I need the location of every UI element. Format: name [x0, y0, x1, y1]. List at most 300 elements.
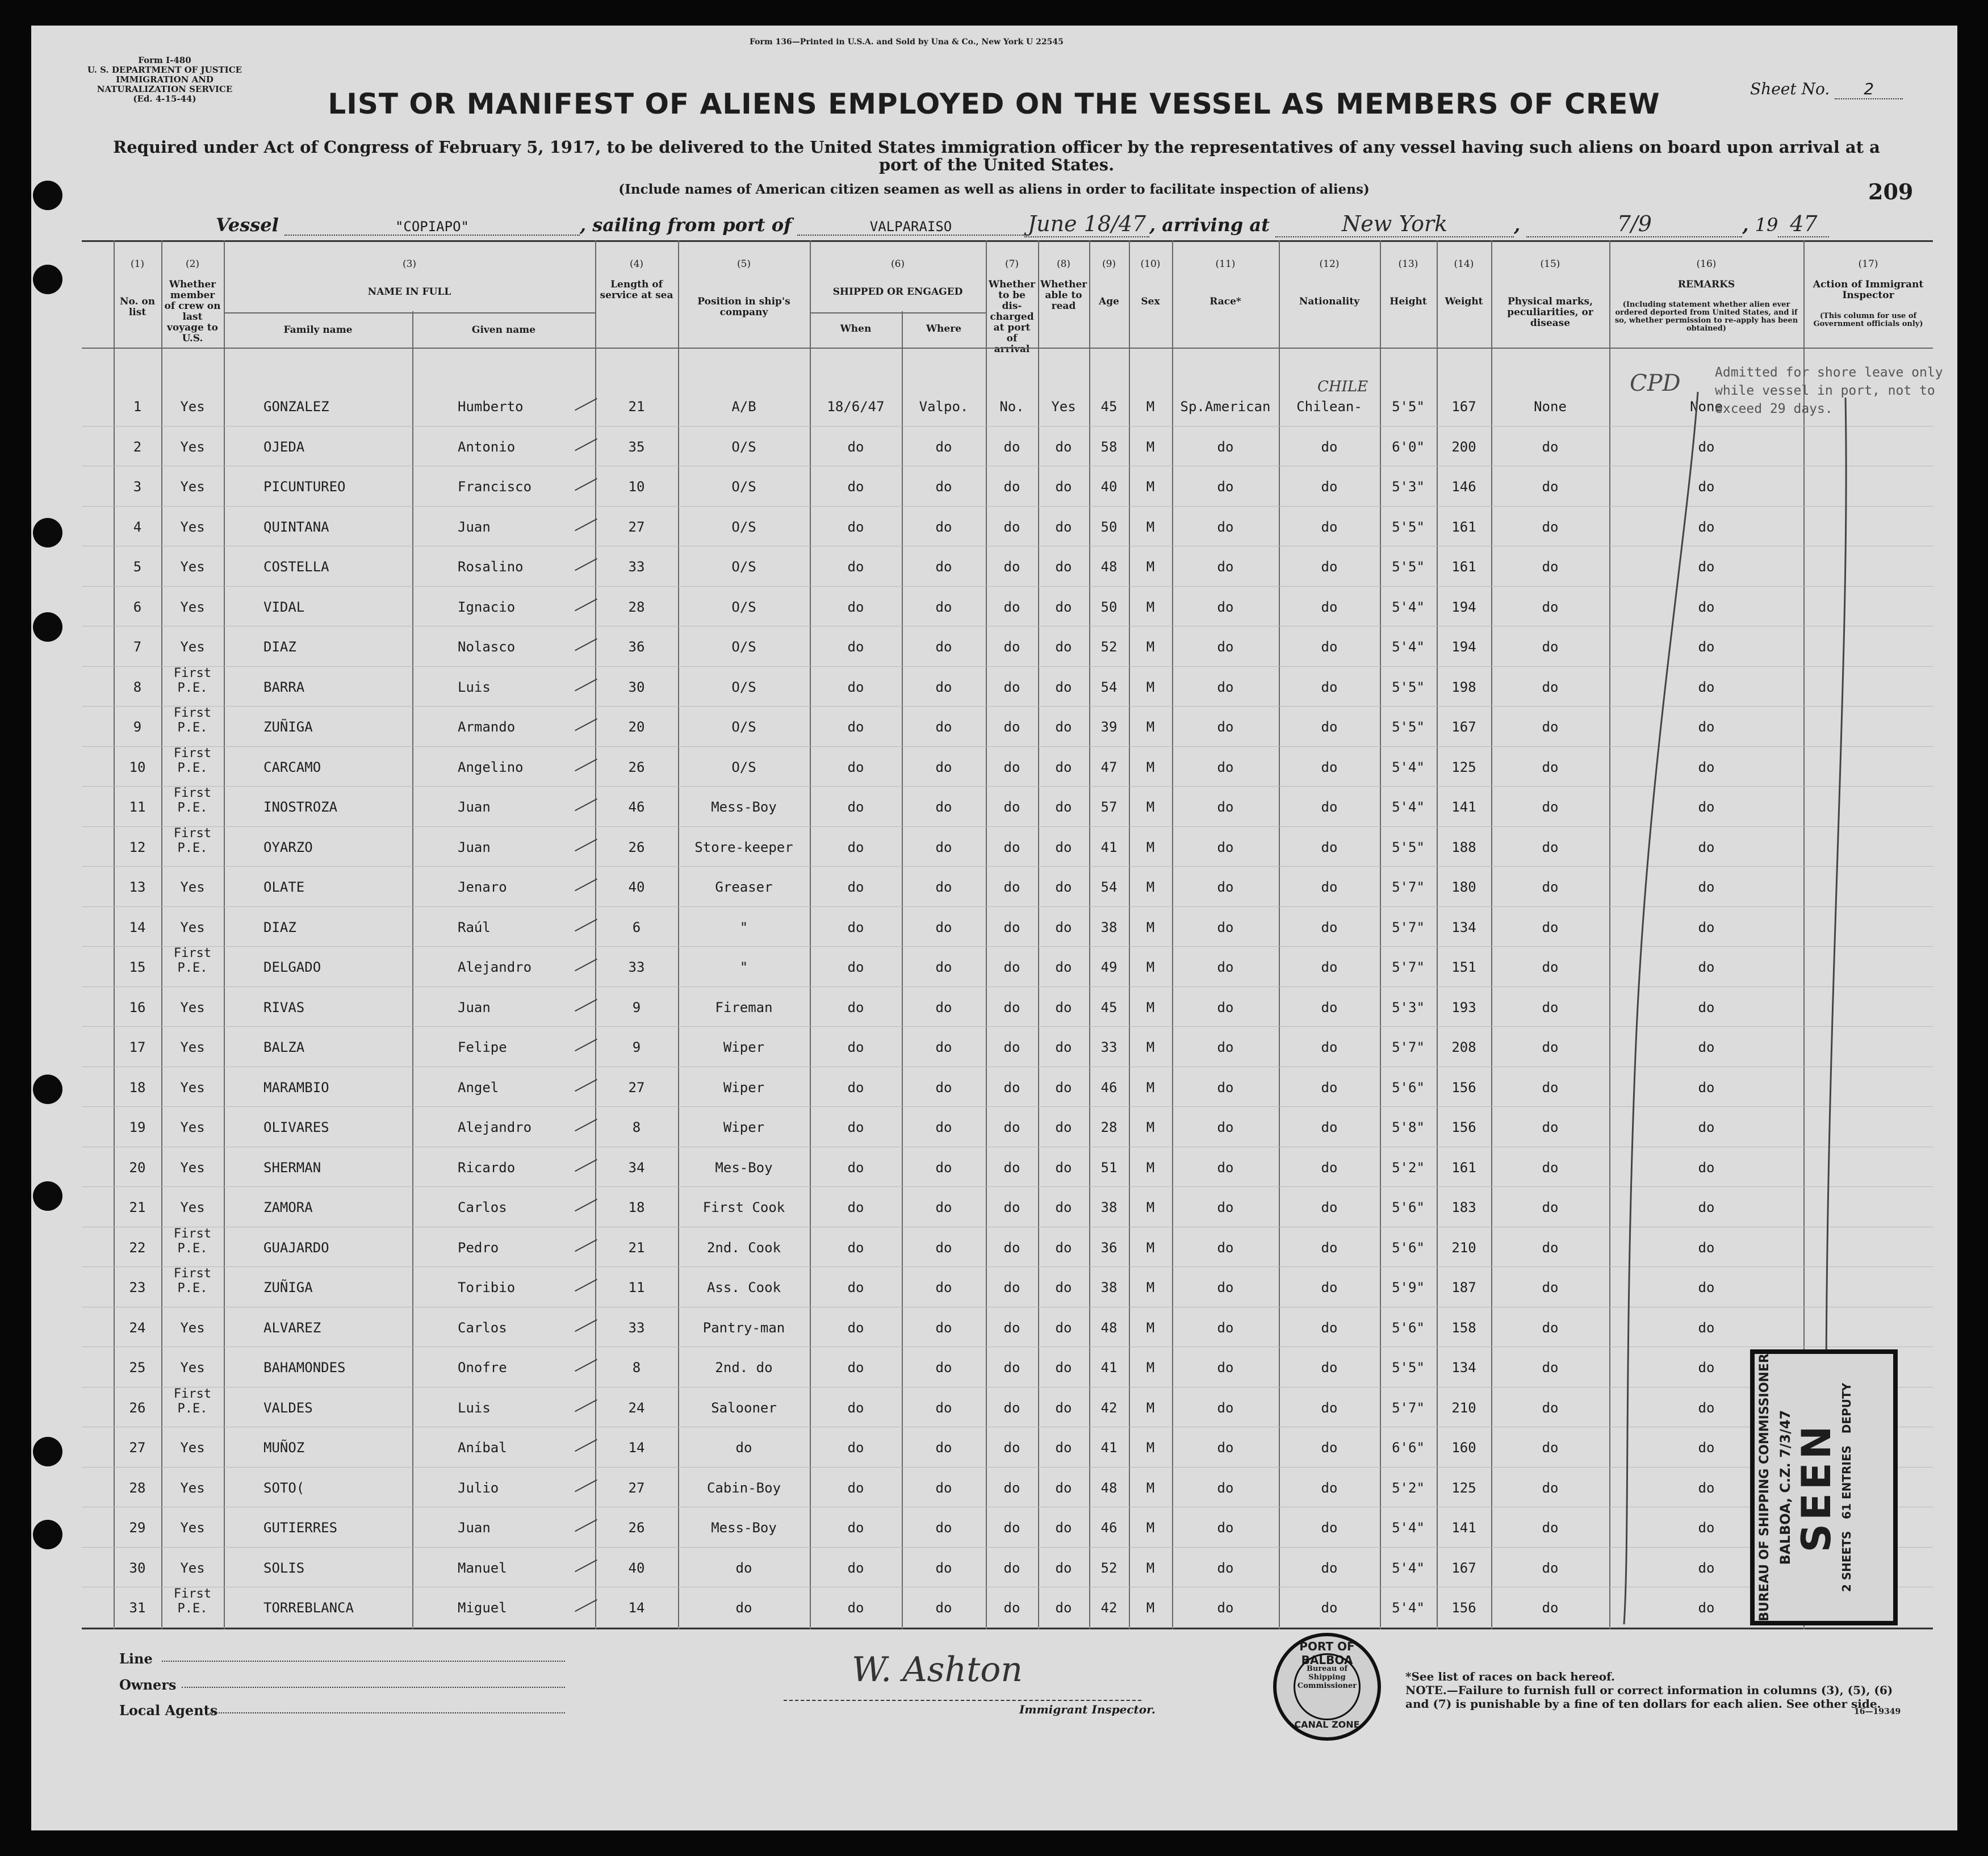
row-disch: do [1003, 1360, 1020, 1376]
column-header: Length of service at sea [600, 279, 673, 301]
row-sex: M [1146, 1520, 1155, 1536]
row-family: OLATE [263, 879, 305, 895]
row-no: 31 [129, 1600, 146, 1616]
column-number: (1) [130, 258, 145, 270]
row-given: Juan [458, 839, 491, 855]
row-given: Angel [458, 1079, 499, 1096]
row-no: 9 [133, 719, 142, 735]
row-service: 9 [632, 999, 641, 1015]
row-last: First P.E. [173, 1386, 212, 1416]
row-given: Ricardo [458, 1159, 516, 1176]
row-nat: do [1321, 1600, 1338, 1616]
row-age: 48 [1100, 1479, 1118, 1496]
row-age: 47 [1100, 759, 1118, 775]
column-header: Race* [1209, 296, 1241, 307]
row-weight: 167 [1451, 1560, 1476, 1576]
row-read: do [1055, 919, 1072, 935]
row-race: do [1217, 1039, 1234, 1055]
row-weight: 194 [1451, 639, 1476, 655]
column-subheader: When [840, 323, 872, 335]
row-sex: M [1146, 438, 1155, 455]
stamp-place: BALBOA, C.Z. [1777, 1462, 1793, 1565]
row-last: Yes [180, 1199, 205, 1215]
row-disch: do [1003, 1199, 1020, 1215]
row-race: do [1217, 1440, 1234, 1456]
row-age: 50 [1100, 599, 1118, 615]
row-nat: do [1321, 1119, 1338, 1135]
row-nat: do [1321, 1560, 1338, 1576]
row-read: do [1055, 799, 1072, 815]
row-when: do [847, 1399, 864, 1416]
row-age: 42 [1100, 1399, 1118, 1416]
row-last: Yes [180, 519, 205, 535]
row-age: 42 [1100, 1600, 1118, 1616]
row-where: do [935, 719, 952, 735]
row-service: 35 [628, 438, 645, 455]
row-remarks: do [1698, 438, 1715, 455]
sheet-number-value: 2 [1835, 80, 1903, 99]
row-race: do [1217, 438, 1234, 455]
row-marks: do [1542, 759, 1559, 775]
row-where: do [935, 959, 952, 975]
binder-hole [33, 1437, 62, 1466]
row-position: Wiper [723, 1079, 765, 1096]
row-marks: do [1542, 719, 1559, 735]
row-nat: Chilean- [1296, 399, 1362, 415]
row-marks: do [1542, 919, 1559, 935]
column-header: Height [1389, 296, 1427, 307]
row-position: Mes-Boy [715, 1159, 773, 1176]
row-race: do [1217, 639, 1234, 655]
row-service: 46 [628, 799, 645, 815]
row-height: 6'6" [1392, 1440, 1425, 1456]
row-sex: M [1146, 759, 1155, 775]
row-position: Ass. Cook [706, 1280, 781, 1295]
row-nat: do [1321, 1360, 1338, 1376]
row-service: 26 [628, 1520, 645, 1536]
column-header: Physical marks, peculiarities, or disease [1507, 296, 1593, 329]
row-age: 38 [1100, 919, 1118, 935]
row-service: 28 [628, 599, 645, 615]
row-sex: M [1146, 1199, 1155, 1215]
row-last: Yes [180, 879, 205, 895]
row-last: First P.E. [173, 1266, 212, 1295]
row-marks: do [1542, 1479, 1559, 1496]
row-remarks: do [1698, 559, 1715, 575]
row-no: 5 [133, 559, 142, 575]
sheet-number [1750, 80, 1903, 99]
row-last: Yes [180, 438, 205, 455]
sailing-port: VALPARAISO [797, 219, 1024, 236]
row-nat: do [1321, 1399, 1338, 1416]
row-weight: 187 [1451, 1280, 1476, 1295]
row-read: do [1055, 1440, 1072, 1456]
row-age: 46 [1100, 1079, 1118, 1096]
row-age: 51 [1100, 1159, 1118, 1176]
row-position: Wiper [723, 1039, 765, 1055]
row-service: 10 [628, 479, 645, 495]
row-sex: M [1146, 519, 1155, 535]
row-height: 5'5" [1392, 839, 1425, 855]
row-remarks: do [1698, 679, 1715, 695]
seen-stamp [1750, 1349, 1898, 1625]
row-marks: do [1542, 1600, 1559, 1616]
row-service: 27 [628, 1479, 645, 1496]
row-family: PICUNTUREO [263, 479, 346, 495]
row-when: do [847, 1039, 864, 1055]
row-weight: 141 [1451, 1520, 1476, 1536]
row-when: do [847, 799, 864, 815]
row-family: COSTELLA [263, 559, 329, 575]
row-no: 29 [129, 1520, 146, 1536]
row-marks: do [1542, 1280, 1559, 1295]
arriving-label: , arriving at [1149, 214, 1270, 236]
row-when: do [847, 759, 864, 775]
row-service: 8 [632, 1119, 641, 1135]
row-height: 5'4" [1392, 1560, 1425, 1576]
row-remarks: do [1698, 1600, 1715, 1616]
row-last: Yes [180, 559, 205, 575]
row-marks: do [1542, 1560, 1559, 1576]
row-family: INOSTROZA [263, 799, 338, 815]
row-marks: do [1542, 959, 1559, 975]
row-when: do [847, 839, 864, 855]
row-remarks: do [1698, 1079, 1715, 1096]
row-service: 24 [628, 1399, 645, 1416]
row-marks: do [1542, 1520, 1559, 1536]
row-position: O/S [731, 639, 756, 655]
row-given: Manuel [458, 1560, 507, 1576]
remarks-handwritten-note: CPD [1630, 370, 1681, 396]
row-position: Mess-Boy [711, 799, 777, 815]
row-marks: do [1542, 438, 1559, 455]
row-race: do [1217, 1479, 1234, 1496]
row-sex: M [1146, 799, 1155, 815]
row-weight: 156 [1451, 1079, 1476, 1096]
row-read: do [1055, 1600, 1072, 1616]
row-given: Alejandro [458, 1119, 532, 1135]
row-nat: do [1321, 1239, 1338, 1256]
row-height: 5'2" [1392, 1479, 1425, 1496]
row-height: 5'9" [1392, 1280, 1425, 1295]
row-sex: M [1146, 839, 1155, 855]
row-disch: do [1003, 1239, 1020, 1256]
row-last: Yes [180, 1560, 205, 1576]
row-given: Ignacio [458, 599, 516, 615]
row-weight: 210 [1451, 1399, 1476, 1416]
row-last: Yes [180, 999, 205, 1015]
row-height: 5'7" [1392, 879, 1425, 895]
row-last: First P.E. [173, 1226, 212, 1256]
row-height: 5'7" [1392, 1039, 1425, 1055]
row-age: 38 [1100, 1280, 1118, 1295]
row-position: Wiper [723, 1119, 765, 1135]
row-where: do [935, 1520, 952, 1536]
row-given: Rosalino [458, 559, 524, 575]
row-service: 18 [628, 1199, 645, 1215]
row-height: 5'5" [1392, 399, 1425, 415]
row-disch: do [1003, 1119, 1020, 1135]
row-last: Yes [180, 399, 205, 415]
row-nat: do [1321, 1479, 1338, 1496]
row-remarks: do [1698, 879, 1715, 895]
row-position: Greaser [715, 879, 773, 895]
row-given: Alejandro [458, 959, 532, 975]
row-height: 5'4" [1392, 1520, 1425, 1536]
row-when: do [847, 438, 864, 455]
row-sex: M [1146, 639, 1155, 655]
row-weight: 193 [1451, 999, 1476, 1015]
column-number: (14) [1454, 258, 1474, 270]
row-race: Sp.American [1180, 399, 1271, 415]
row-given: Carlos [458, 1319, 507, 1336]
row-race: do [1217, 1239, 1234, 1256]
agents-field [210, 1712, 565, 1713]
row-given: Raúl [458, 919, 491, 935]
row-where: do [935, 479, 952, 495]
row-sex: M [1146, 959, 1155, 975]
inspector-signature: W. Ashton [852, 1650, 1023, 1690]
row-last: Yes [180, 1319, 205, 1336]
row-sex: M [1146, 1560, 1155, 1576]
row-marks: do [1542, 1360, 1559, 1376]
row-position: 2nd. do [715, 1360, 773, 1376]
row-weight: 200 [1451, 438, 1476, 455]
row-service: 34 [628, 1159, 645, 1176]
row-position: " [739, 959, 748, 975]
row-disch: do [1003, 479, 1020, 495]
row-weight: 161 [1451, 559, 1476, 575]
row-family: MARAMBIO [263, 1079, 329, 1096]
column-number: (16) [1696, 258, 1717, 270]
row-disch: do [1003, 1280, 1020, 1295]
row-nat: do [1321, 1520, 1338, 1536]
sailing-label: , sailing from port of [579, 214, 792, 236]
row-nat: do [1321, 959, 1338, 975]
row-disch: do [1003, 799, 1020, 815]
row-last: Yes [180, 1159, 205, 1176]
edition: (Ed. 4-15-44) [133, 94, 196, 104]
row-race: do [1217, 1319, 1234, 1336]
row-race: do [1217, 919, 1234, 935]
row-read: do [1055, 719, 1072, 735]
row-position: O/S [731, 679, 756, 695]
row-read: do [1055, 1479, 1072, 1496]
row-when: do [847, 1600, 864, 1616]
row-disch: do [1003, 679, 1020, 695]
row-remarks: do [1698, 999, 1715, 1015]
row-family: RIVAS [263, 999, 305, 1015]
column-number: (12) [1319, 258, 1340, 270]
row-no: 27 [129, 1440, 146, 1456]
row-when: do [847, 1479, 864, 1496]
row-position: O/S [731, 759, 756, 775]
row-height: 5'6" [1392, 1079, 1425, 1096]
row-where: do [935, 639, 952, 655]
row-nat: do [1321, 1440, 1338, 1456]
row-nat: do [1321, 1039, 1338, 1055]
row-race: do [1217, 519, 1234, 535]
row-read: do [1055, 639, 1072, 655]
row-where: do [935, 599, 952, 615]
row-weight: 161 [1451, 1159, 1476, 1176]
row-where: do [935, 519, 952, 535]
column-header: Age [1099, 296, 1119, 307]
row-where: do [935, 1600, 952, 1616]
row-no: 11 [129, 799, 146, 815]
row-where: do [935, 1479, 952, 1496]
row-family: BAHAMONDES [263, 1360, 346, 1376]
row-where: do [935, 919, 952, 935]
row-remarks: do [1698, 799, 1715, 815]
row-disch: do [1003, 1399, 1020, 1416]
row-read: do [1055, 1560, 1072, 1576]
row-age: 48 [1100, 559, 1118, 575]
row-given: Antonio [458, 438, 516, 455]
row-age: 41 [1100, 839, 1118, 855]
row-when: do [847, 1319, 864, 1336]
row-when: do [847, 1360, 864, 1376]
row-family: SHERMAN [263, 1159, 321, 1176]
row-last: First P.E. [173, 946, 212, 975]
row-no: 30 [129, 1560, 146, 1576]
row-family: TORREBLANCA [263, 1600, 354, 1616]
row-family: BALZA [263, 1039, 305, 1055]
row-service: 40 [628, 879, 645, 895]
row-read: do [1055, 1199, 1072, 1215]
row-read: do [1055, 519, 1072, 535]
row-race: do [1217, 1199, 1234, 1215]
row-given: Juan [458, 799, 491, 815]
row-when: do [847, 1239, 864, 1256]
row-remarks: do [1698, 1159, 1715, 1176]
row-read: do [1055, 879, 1072, 895]
row-read: do [1055, 759, 1072, 775]
row-read: do [1055, 839, 1072, 855]
row-when: do [847, 479, 864, 495]
binder-hole [33, 1520, 62, 1549]
row-disch: do [1003, 1159, 1020, 1176]
row-family: OLIVARES [263, 1119, 329, 1135]
row-remarks: do [1698, 1199, 1715, 1215]
row-race: do [1217, 839, 1234, 855]
row-nat: do [1321, 919, 1338, 935]
row-weight: 125 [1451, 1479, 1476, 1496]
row-nat: do [1321, 759, 1338, 775]
row-weight: 134 [1451, 919, 1476, 935]
column-header: Whether member of crew on last voyage to U.S. [164, 279, 221, 344]
row-when: do [847, 879, 864, 895]
row-when: do [847, 719, 864, 735]
row-marks: do [1542, 1199, 1559, 1215]
row-family: DIAZ [263, 639, 296, 655]
include-note: (Include names of American citizen seamen as well as aliens in order to facilitate inspection of aliens) [618, 182, 1370, 197]
row-height: 5'2" [1392, 1159, 1425, 1176]
row-when: do [847, 1079, 864, 1096]
row-disch: do [1003, 639, 1020, 655]
row-service: 40 [628, 1560, 645, 1576]
row-read: do [1055, 1360, 1072, 1376]
row-service: 14 [628, 1440, 645, 1456]
column-header: Sex [1141, 296, 1160, 307]
row-last: First P.E. [173, 826, 212, 855]
row-height: 5'7" [1392, 959, 1425, 975]
row-disch: do [1003, 1600, 1020, 1616]
row-age: 50 [1100, 519, 1118, 535]
row-family: QUINTANA [263, 519, 329, 535]
row-where: do [935, 1560, 952, 1576]
row-given: Armando [458, 719, 516, 735]
row-height: 5'7" [1392, 919, 1425, 935]
row-age: 46 [1100, 1520, 1118, 1536]
stamp-seen: SEEN [1793, 1422, 1840, 1553]
row-marks: do [1542, 519, 1559, 535]
page-number: 209 [1868, 179, 1914, 204]
row-weight: 198 [1451, 679, 1476, 695]
row-given: Onofre [458, 1360, 507, 1376]
column-header: REMARKS [1677, 279, 1735, 290]
row-age: 49 [1100, 959, 1118, 975]
row-position: O/S [731, 599, 756, 615]
column-header: SHIPPED OR ENGAGED [832, 286, 963, 298]
row-where: do [935, 1239, 952, 1256]
row-age: 38 [1100, 1199, 1118, 1215]
column-header: NAME IN FULL [367, 286, 451, 298]
row-family: BARRA [263, 679, 305, 695]
row-no: 15 [129, 959, 146, 975]
row-family: DIAZ [263, 919, 296, 935]
row-age: 52 [1100, 639, 1118, 655]
row-marks: do [1542, 479, 1559, 495]
row-when: do [847, 679, 864, 695]
vessel-name: "COPIAPO" [284, 219, 580, 236]
row-given: Miguel [458, 1600, 507, 1616]
row-when: do [847, 959, 864, 975]
row-last: First P.E. [173, 786, 212, 815]
row-marks: do [1542, 599, 1559, 615]
row-sex: M [1146, 1159, 1155, 1176]
row-where: do [935, 1159, 952, 1176]
row-position: Cabin-Boy [706, 1479, 781, 1496]
row-service: 36 [628, 639, 645, 655]
row-sex: M [1146, 559, 1155, 575]
row-disch: do [1003, 1319, 1020, 1336]
row-position: O/S [731, 479, 756, 495]
column-number: (11) [1215, 258, 1236, 270]
row-race: do [1217, 999, 1234, 1015]
row-marks: do [1542, 999, 1559, 1015]
row-weight: 146 [1451, 479, 1476, 495]
row-read: do [1055, 559, 1072, 575]
column-subheader: Where [926, 323, 962, 335]
row-height: 5'7" [1392, 1399, 1425, 1416]
inspector-label: Immigrant Inspector. [1019, 1703, 1156, 1716]
row-sex: M [1146, 999, 1155, 1015]
line-label: Line [119, 1650, 153, 1667]
row-last: Yes [180, 919, 205, 935]
row-read: do [1055, 959, 1072, 975]
header-rule [82, 348, 1933, 349]
row-remarks: do [1698, 479, 1715, 495]
row-last: First P.E. [173, 666, 212, 695]
row-marks: do [1542, 1319, 1559, 1336]
column-subheader: Family name [283, 324, 353, 336]
row-disch: do [1003, 559, 1020, 575]
column-number: (4) [629, 258, 644, 270]
row-no: 22 [129, 1239, 146, 1256]
row-race: do [1217, 1399, 1234, 1416]
row-where: do [935, 438, 952, 455]
